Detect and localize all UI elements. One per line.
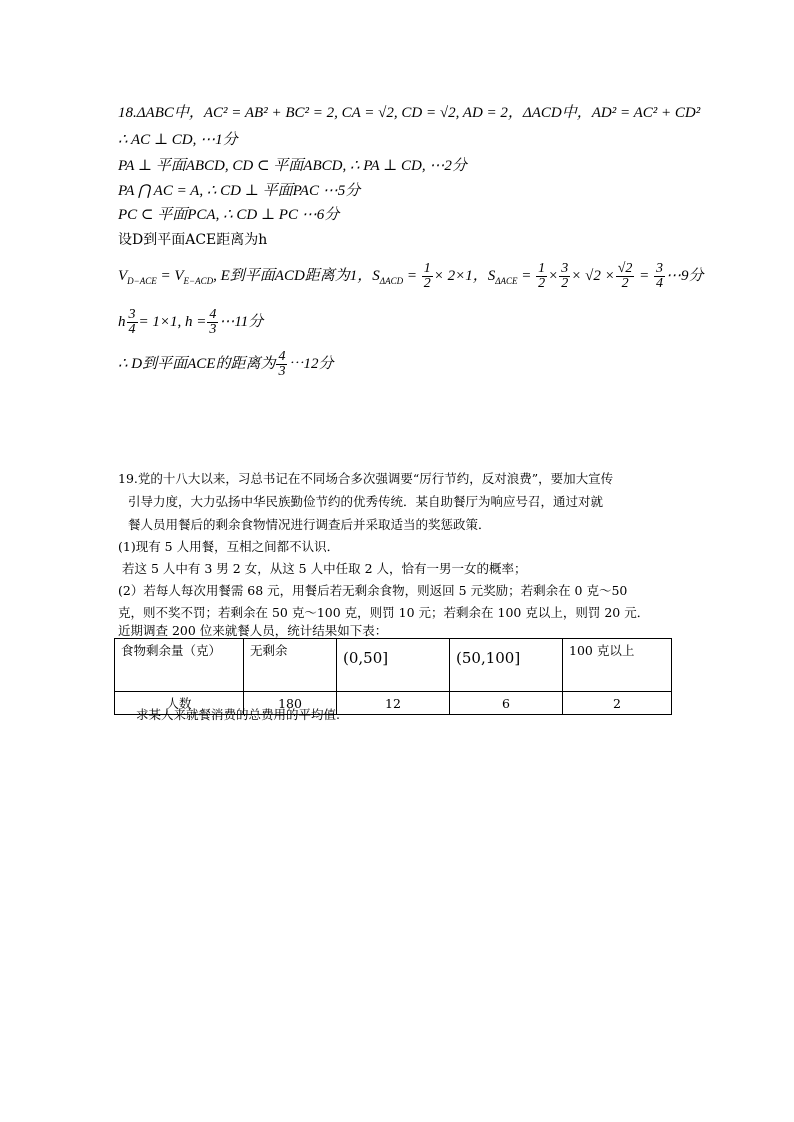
table-header-cell: 无剩余	[244, 639, 337, 692]
frac-den: 2	[423, 276, 431, 292]
q18-line-1a: 18.ΔABC中，AC² = AB² + BC² = 2, CA = √2, CD = √2, AD = 2，	[118, 105, 523, 121]
frac-den: 3	[278, 364, 286, 380]
q19-line-6: (2）若每人每次用餐需 68 元，用餐后若无剩余食物，则返回 5 元奖励；若剩余在 0 克～50	[118, 583, 628, 598]
fraction-root2-over-2	[616, 262, 635, 291]
fraction-three-quarters-b	[127, 308, 138, 337]
q18-line-9	[118, 348, 333, 380]
distance-text: ∴ D到平面ACE的距离为	[118, 356, 276, 372]
fraction-one-half-b	[536, 262, 547, 291]
table-header-cell: 食物剩余量（克）	[115, 639, 244, 692]
area-text-3: × √2 ×	[571, 268, 615, 284]
frac-den: 3	[209, 322, 217, 338]
frac-num: √2	[617, 261, 633, 277]
q19-line-3: 餐人员用餐后的剩余食物情况进行调查后并采取适当的奖惩政策．	[128, 517, 491, 532]
frac-den: 2	[561, 276, 569, 292]
area-text-2: × 2×1，S	[433, 268, 496, 284]
q18-line-4: PA ⋂ AC = A, ∴ CD ⊥ 平面PAC ⋯5分	[118, 183, 361, 199]
equals-1: =	[403, 268, 421, 284]
table-cell: 12	[337, 692, 450, 715]
survey-table	[114, 638, 672, 715]
h-equation: = 1×1, h =	[138, 314, 207, 330]
q18-line-8	[118, 306, 263, 338]
area-subscript-2: ΔACE	[495, 276, 518, 286]
q19-line-4: (1)现有 5 人用餐，互相之间都不认识．	[118, 539, 340, 554]
table-cell: 6	[450, 692, 563, 715]
frac-den: 4	[128, 322, 136, 338]
q19-line-5: 若这 5 人中有 3 男 2 女，从这 5 人中任取 2 人，恰有一男一女的概率；	[122, 561, 527, 576]
volume-subscript-1: D−ACE	[127, 276, 157, 286]
table-header-cell: (0,50]	[337, 639, 450, 692]
frac-num: 3	[128, 307, 136, 323]
equals-2: =	[517, 268, 536, 284]
q19-final-question: 求某人来就餐消费的总费用的平均值.	[136, 707, 340, 722]
q18-line-3: PA ⊥ 平面ABCD, CD ⊂ 平面ABCD, ∴ PA ⊥ CD, ⋯2分	[118, 158, 467, 174]
table-cell: 2	[563, 692, 672, 715]
frac-num: 3	[656, 261, 664, 277]
q18-line-1b: ΔACD中，AD² = AC² + CD²	[522, 105, 701, 121]
q19-line-8: 近期调查 200 位来就餐人员，统计结果如下表：	[118, 623, 388, 638]
frac-den: 2	[621, 276, 629, 292]
volume-equals: = V	[156, 268, 184, 284]
q18-line-5: PC ⊂ 平面PCA, ∴ CD ⊥ PC ⋯6分	[118, 207, 340, 223]
h-symbol: h	[118, 314, 126, 330]
score-12: ⋯12分	[288, 356, 334, 372]
table-row-label: 人数	[115, 692, 244, 715]
table-cell: 180	[244, 692, 337, 715]
frac-num: 4	[209, 307, 217, 323]
q18-line-7: $V_{D-ACE} = V_{E-ACD}$, E到平面ACD距离为1，$S_{\Delta ACD}$ = $\frac{1}{2}$ × 2×1，$S_{\Delta ACE}$ = $\frac{1}{2}$ × $\frac{3}{2}$ × √2 × $\frac{√2}{2}$ = $\frac{3}{4}$ ⋯9分	[118, 261, 704, 292]
score-11: ⋯11分	[219, 314, 264, 330]
fraction-four-thirds	[207, 308, 218, 337]
q19-line-2: 引导力度，大力弘扬中华民族勤俭节约的优秀传统．某自助餐厅为响应号召，通过对就	[128, 494, 604, 509]
q19-line-7: 克，则不奖不罚；若剩余在 50 克～100 克，则罚 10 元；若剩余在 100 克以上，则罚 20 元．	[118, 605, 650, 620]
volume-symbol-1: V	[118, 268, 128, 284]
q18-line-2: ∴ AC ⊥ CD, ⋯1分	[118, 132, 238, 148]
table-header-row	[115, 639, 672, 692]
fraction-one-half-a	[422, 262, 433, 291]
volume-subscript-2: E−ACD	[183, 276, 214, 286]
table-header-cell: 100 克以上	[563, 639, 672, 692]
table-header-cell: (50,100]	[450, 639, 563, 692]
fraction-three-halves	[559, 262, 570, 291]
score-9: ⋯9分	[666, 268, 704, 284]
frac-den: 4	[656, 276, 664, 292]
area-subscript-1: ΔACD	[379, 276, 404, 286]
q19-line-1: 19.党的十八大以来，习总书记在不同场合多次强调要“厉行节约，反对浪费”，要加大宣传	[118, 471, 614, 486]
frac-num: 1	[538, 261, 546, 277]
q18-line-1	[118, 104, 700, 122]
frac-den: 2	[538, 276, 546, 292]
frac-num: 3	[561, 261, 569, 277]
frac-num: 1	[423, 261, 431, 277]
fraction-three-quarters	[654, 262, 665, 291]
q18-line-6: 设D到平面ACE距离为h	[118, 232, 268, 248]
frac-num: 4	[278, 349, 286, 365]
area-text-1: , E到平面ACD距离为1，S	[213, 268, 380, 284]
fraction-four-thirds-b	[276, 350, 287, 379]
